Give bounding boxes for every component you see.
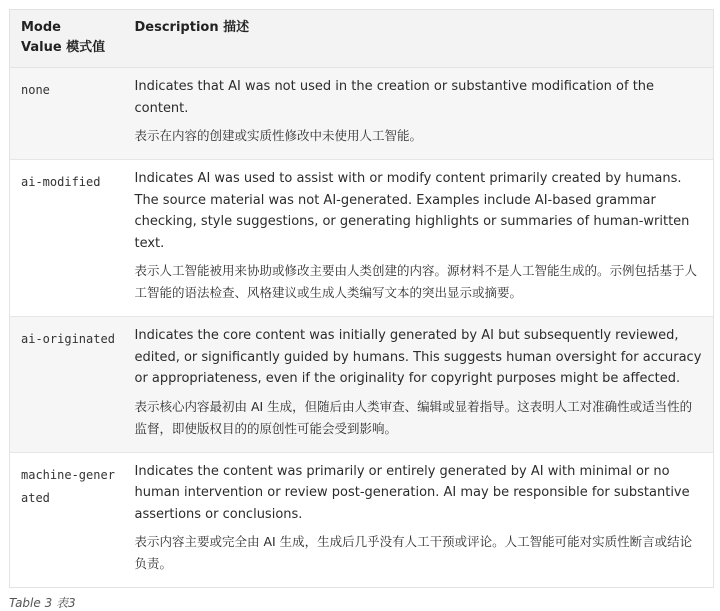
table-row — [10, 68, 714, 160]
mode-header-line1: Mode — [21, 20, 61, 35]
mode-value-cell: ai-modified — [10, 160, 125, 317]
description-english: Indicates AI was used to assist with or modify content primarily created by humans. The source material was not AI-generated. Examples include AI-based grammar checking, style suggestions, or generating highlights or summaries of human-written text. — [134, 171, 690, 251]
mode-value-cell: machine-generated — [10, 452, 125, 588]
table-header-row — [10, 10, 714, 68]
description-chinese: 表示内容主要或完全由 AI 生成，生成后几乎没有人工干预或评论。人工智能可能对实质性断言或结论负责。 — [134, 534, 693, 571]
description-cell — [125, 68, 714, 160]
description-cell — [125, 160, 714, 317]
description-english: Indicates the core content was initially generated by AI but subsequently reviewed, edited, or significantly guided by humans. This suggests human oversight for accuracy or appropriateness, even if the originality for copyright purposes might be affected. — [134, 328, 702, 386]
mode-value-cell: ai-originated — [10, 317, 125, 453]
ai-mode-table — [9, 9, 714, 588]
description-english: Indicates the content was primarily or entirely generated by AI with minimal or no human intervention or review post-generation. AI may be responsible for substantive assertions or conclusions. — [134, 463, 690, 522]
description-chinese: 表示人工智能被用来协助或修改主要由人类创建的内容。源材料不是人工智能生成的。示例包括基于人工智能的语法检查、风格建议或生成人类编写文本的突出显示或摘要。 — [134, 263, 698, 300]
mode-value-cell: none — [10, 68, 125, 160]
description-chinese: 表示在内容的创建或实质性修改中未使用人工智能。 — [134, 128, 423, 143]
table-row — [10, 160, 714, 317]
mode-header-line2: Value 模式值 — [21, 40, 106, 55]
table-row — [10, 452, 714, 588]
description-english: Indicates that AI was not used in the creation or substantive modification of the content. — [134, 79, 655, 116]
description-cell — [125, 452, 714, 588]
mode-value-header — [10, 10, 125, 68]
table-caption: Table 3 表3 — [9, 596, 76, 610]
description-cell — [125, 317, 714, 453]
content-area — [9, 9, 713, 611]
table-row — [10, 317, 714, 453]
description-chinese: 表示核心内容最初由 AI 生成，但随后由人类审查、编辑或显着指导。这表明人工对准确性或适当性的监督，即使版权目的的原创性可能会受到影响。 — [134, 398, 693, 436]
description-header: Description 描述 — [125, 10, 714, 68]
